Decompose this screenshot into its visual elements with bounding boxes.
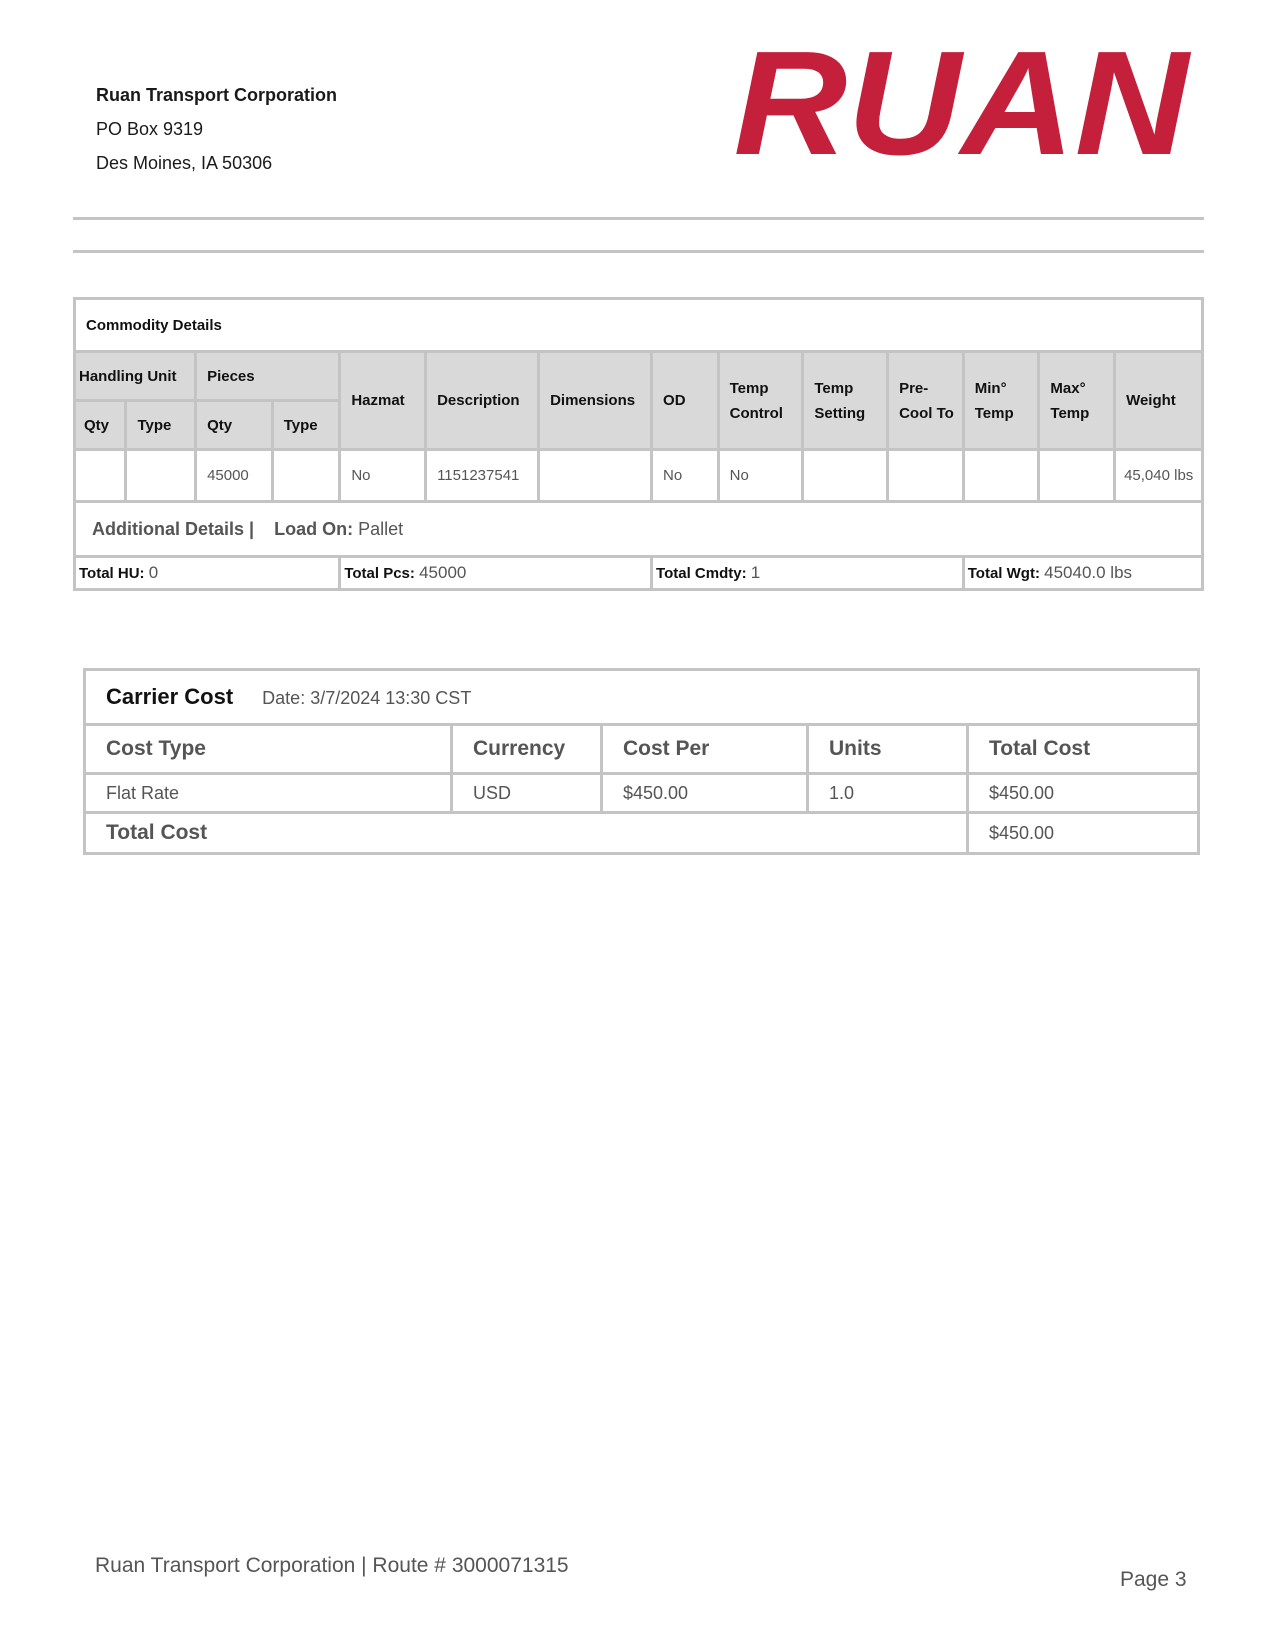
col-pc-qty: Qty xyxy=(196,401,273,450)
col-cost-type: Cost Type xyxy=(85,725,452,774)
col-units: Units xyxy=(808,725,968,774)
total-wgt-label: Total Wgt: xyxy=(967,565,1040,582)
col-od: OD xyxy=(652,352,719,450)
ruan-logo xyxy=(730,42,1192,166)
col-dimensions: Dimensions xyxy=(539,352,652,450)
cell-units: 1.0 xyxy=(808,774,968,813)
table-row xyxy=(85,774,1199,813)
cell-temp-setting xyxy=(803,450,888,502)
col-temp-setting: Temp Setting xyxy=(803,352,888,450)
cell-cost-per: $450.00 xyxy=(602,774,808,813)
total-hu xyxy=(75,557,340,590)
carrier-cost-date: Date: 3/7/2024 13:30 CST xyxy=(262,688,472,708)
cell-dimensions xyxy=(539,450,652,502)
col-pc-type: Type xyxy=(272,401,340,450)
col-min-temp: Min° Temp xyxy=(963,352,1039,450)
total-wgt-value: 45040.0 lbs xyxy=(1044,563,1133,582)
cell-hu-qty xyxy=(75,450,126,502)
carrier-cost-title: Carrier Cost xyxy=(106,684,234,709)
cell-od: No xyxy=(652,450,719,502)
address-line2: Des Moines, IA 50306 xyxy=(96,153,273,173)
total-cmdty-label: Total Cmdty: xyxy=(656,565,747,582)
col-pre-cool: Pre-Cool To xyxy=(888,352,964,450)
col-handling-unit: Handling Unit xyxy=(75,352,196,401)
table-row xyxy=(75,450,1203,502)
cell-pc-qty: 45000 xyxy=(196,450,273,502)
col-max-temp: Max° Temp xyxy=(1039,352,1115,450)
cell-min-temp xyxy=(963,450,1039,502)
cell-pre-cool xyxy=(888,450,964,502)
cell-hu-type xyxy=(126,450,196,502)
commodity-table xyxy=(73,297,1204,591)
additional-details-label: Additional Details | xyxy=(92,518,255,539)
cell-total-cost: $450.00 xyxy=(968,774,1199,813)
total-cost-value: $450.00 xyxy=(968,813,1199,854)
total-hu-value: 0 xyxy=(148,563,159,582)
total-hu-label: Total HU: xyxy=(79,565,145,582)
cell-hazmat: No xyxy=(340,450,426,502)
cell-max-temp xyxy=(1039,450,1115,502)
carrier-cost-header xyxy=(85,670,1199,725)
col-hazmat: Hazmat xyxy=(340,352,426,450)
col-description: Description xyxy=(426,352,539,450)
additional-details xyxy=(75,502,1203,557)
footer-route: Ruan Transport Corporation | Route # 3000071315 xyxy=(95,1554,569,1577)
cell-description: 1151237541 xyxy=(426,450,539,502)
col-weight: Weight xyxy=(1115,352,1203,450)
col-total-cost: Total Cost xyxy=(968,725,1199,774)
divider-top xyxy=(73,217,1204,220)
total-pcs-label: Total Pcs: xyxy=(344,565,415,582)
divider-bottom xyxy=(73,250,1204,253)
address-line1: PO Box 9319 xyxy=(96,119,204,139)
page-number: Page 3 xyxy=(1120,1568,1187,1591)
cell-currency: USD xyxy=(452,774,602,813)
col-hu-qty: Qty xyxy=(75,401,126,450)
total-pcs-value: 45000 xyxy=(419,563,467,582)
col-hu-type: Type xyxy=(126,401,196,450)
cell-pc-type xyxy=(272,450,340,502)
logo-text: RUAN xyxy=(733,42,1192,166)
total-wgt xyxy=(963,557,1202,590)
cell-cost-type: Flat Rate xyxy=(85,774,452,813)
total-cmdty xyxy=(652,557,964,590)
col-temp-control: Temp Control xyxy=(718,352,803,450)
load-on-value: Pallet xyxy=(358,518,404,539)
total-pcs xyxy=(340,557,652,590)
total-cost-label: Total Cost xyxy=(85,813,968,854)
carrier-cost-table xyxy=(83,668,1200,855)
col-currency: Currency xyxy=(452,725,602,774)
cell-temp-control: No xyxy=(718,450,803,502)
cell-weight: 45,040 lbs xyxy=(1115,450,1203,502)
company-address xyxy=(96,78,337,180)
company-name: Ruan Transport Corporation xyxy=(96,85,338,105)
load-on-label: Load On: xyxy=(274,518,354,539)
total-cmdty-value: 1 xyxy=(750,563,761,582)
commodity-title: Commodity Details xyxy=(75,299,1203,352)
col-pieces: Pieces xyxy=(196,352,340,401)
col-cost-per: Cost Per xyxy=(602,725,808,774)
